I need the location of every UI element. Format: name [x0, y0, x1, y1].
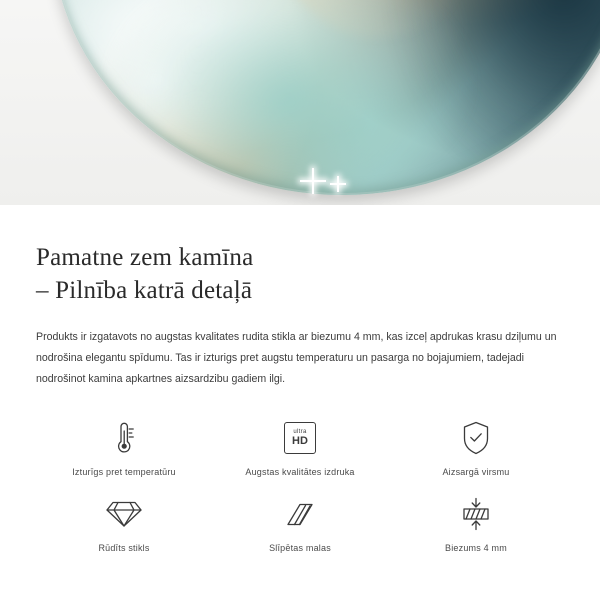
description-text: Produkts ir izgatavots no augstas kvalitates rudita stikla ar biezumu 4 mm, kas izceļ apdrukas krasu dziļumu un nodrošina elegantu spīdumu. Tas ir izturigs pret augstu temperaturu un pasarga no bojajumiem, tadejadi nodrošinot kamina apkartnes aizsardzibu gadiem ilgi. [36, 331, 557, 386]
thermometer-icon [107, 417, 141, 459]
diamond-icon [105, 493, 143, 535]
feature-grid [36, 417, 564, 553]
ultra-hd-icon [284, 417, 316, 459]
feature-item [36, 417, 212, 477]
headline-line-2: – Pilnība katrā detaļā [36, 277, 253, 304]
feature-label: Aizsargā virsmu [442, 466, 510, 477]
feature-item [212, 417, 388, 477]
feature-item [388, 493, 564, 553]
ultra-hd-top-label: ultra [293, 428, 307, 435]
ultra-hd-bottom-label: HD [292, 434, 308, 447]
polished-edges-icon [282, 493, 318, 535]
feature-item [36, 493, 212, 553]
headline-line-1: Pamatne zem kamīna [36, 244, 254, 271]
feature-label: Izturīgs pret temperatūru [72, 466, 176, 477]
hero-image [0, 0, 600, 205]
shield-check-icon [459, 417, 493, 459]
feature-item [388, 417, 564, 477]
feature-item [212, 493, 388, 553]
feature-label: Biezums 4 mm [445, 542, 507, 553]
content-section [0, 241, 600, 553]
feature-label: Rūdīts stikls [98, 542, 150, 553]
feature-label: Slīpētas malas [269, 542, 331, 553]
page-title [36, 241, 564, 307]
feature-label: Augstas kvalitātes izdruka [245, 466, 355, 477]
thickness-arrows-icon [457, 493, 495, 535]
